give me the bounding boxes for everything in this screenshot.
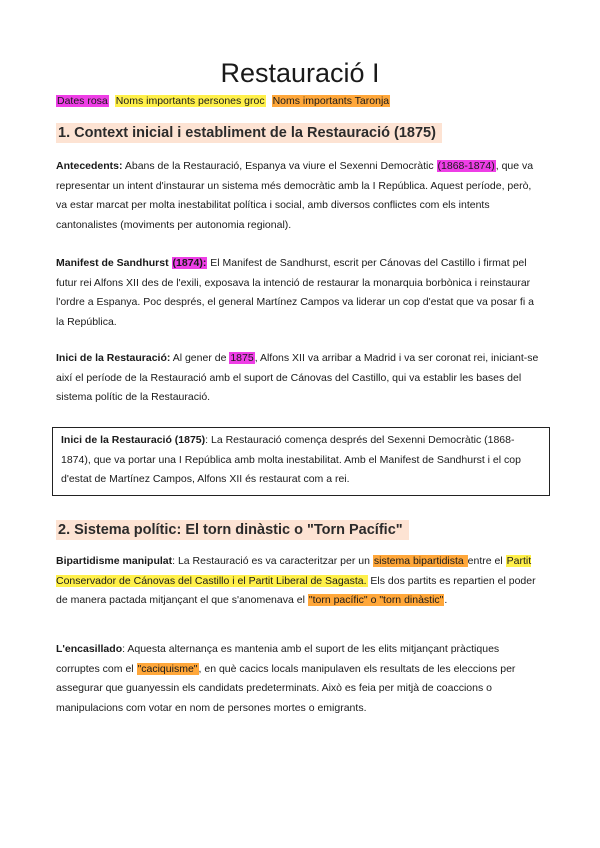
antecedents-date: (1868-1874) [437, 160, 495, 172]
paragraph-antecedents [56, 157, 544, 235]
bipartidisme-text-1: : La Restauració es va caracteritzar per un [172, 555, 373, 567]
legend-people-yellow: Noms importants persones groc [115, 95, 265, 107]
color-legend [56, 94, 390, 108]
bipartidisme-text-3: Els dos partits es repartien el poder de manera pactada mitjançant el que s'anomenava el [56, 574, 536, 606]
antecedents-text-1: Abans de la Restauració, Espanya va viure el Sexenni Democràtic [122, 160, 437, 172]
manifest-date: (1874): [172, 257, 207, 269]
encasillado-text-1: : Aquesta alternança es mantenia amb el suport de les elits mitjançant pràctiques corruptes com el [56, 643, 500, 675]
manifest-text: El Manifest de Sandhurst, escrit per Cánovas del Castillo i firmat pel futur rei Alfons XII des de l'exili, exposava la intenció de restaurar la monarquia borbònica i reinstaurar l'ordre a Espanya. Poc després, el general Martínez Campos va liderar un cop d'estat que va posar fi a la República. [56, 257, 534, 328]
bipartidisme-highlight-parties: Partit Conservador de Cánovas del Castillo i el Partit Liberal de Sagasta. [56, 555, 532, 587]
summary-box-label: Inici de la Restauració (1875) [61, 434, 206, 446]
document-title: Restauració I [220, 58, 380, 88]
encasillado-label: L'encasillado [56, 643, 123, 655]
bipartidisme-text-4: . [444, 594, 448, 606]
manifest-label: Manifest de Sandhurst [56, 257, 172, 269]
summary-box-body: : La Restauració comença després del Sexenni Democràtic (1868-1874), que va portar una I República amb molta inestabilitat. Amb el Manifest de Sandhurst i el cop d'estat de Martínez Campos, Alfons XII és restaurat com a rei. [61, 434, 521, 485]
bipartidisme-text-2: entre el [467, 555, 506, 567]
legend-names-orange: Noms importants Taronja [272, 95, 390, 107]
inici-text-2: , Alfons XII va arribar a Madrid i va ser coronat rei, iniciant-se així el període de la Restauració amb el suport de Cánovas del Castillo, qui va establir les bases del sistema polític de la Restauració. [56, 352, 539, 403]
bipartidisme-highlight-system: sistema bipartidista [373, 555, 467, 567]
paragraph-inici [56, 349, 544, 408]
encasillado-text-2: , en què cacics locals manipulaven els resultats de les eleccions per assegurar que guanyessin els candidats predeterminats. Això es feia per mitjà de coaccions o manipulacions com votar en nom de persones mortes o emigrants. [56, 662, 516, 714]
encasillado-highlight-caciquisme: "caciquisme" [137, 662, 198, 675]
inici-text-1: Al gener de [170, 352, 230, 364]
summary-box [52, 427, 550, 496]
paragraph-manifest [56, 254, 544, 332]
inici-label: Inici de la Restauració: [56, 352, 171, 364]
antecedents-label: Antecedents: [56, 160, 123, 172]
bipartidisme-highlight-torn: "torn pacífic" o "torn dinàstic" [308, 594, 444, 606]
section-2-heading: 2. Sistema polític: El torn dinàstic o "Torn Pacífic" [56, 520, 409, 540]
paragraph-bipartidisme [56, 552, 544, 611]
legend-dates-pink: Dates rosa [57, 95, 108, 107]
paragraph-encasillado [56, 640, 544, 718]
summary-box-text [61, 431, 541, 490]
antecedents-text-2: , que va representar un intent d'instaurar un sistema més democràtic amb la I República. Aquest període, però, va estar marcat per molta inestabilitat política i social, amb diversos conflictes com els intents cantonalistes (moviments per autonomia regional). [56, 160, 534, 231]
inici-date: 1875 [230, 352, 254, 364]
section-1-heading: 1. Context inicial i establiment de la Restauració (1875) [56, 123, 442, 143]
bipartidisme-label: Bipartidisme manipulat [56, 555, 173, 567]
